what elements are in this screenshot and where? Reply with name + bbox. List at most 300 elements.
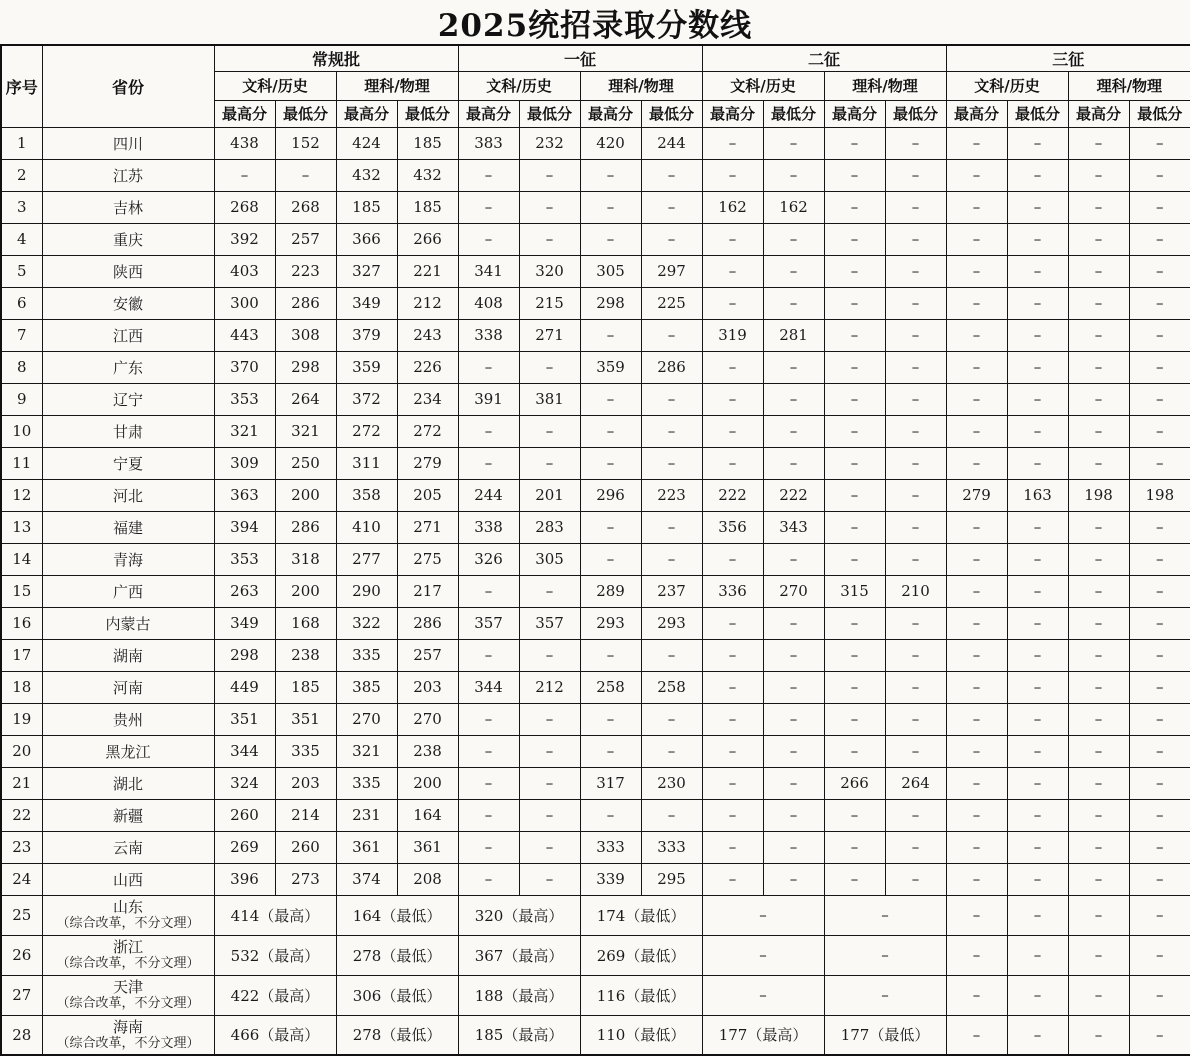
score-cell: – <box>1068 639 1129 671</box>
score-cell: 269 <box>214 831 275 863</box>
score-cell: 271 <box>397 511 458 543</box>
score-cell: 163 <box>1007 479 1068 511</box>
score-cell: 363 <box>214 479 275 511</box>
score-cell: 305 <box>519 543 580 575</box>
score-cell: 308 <box>275 319 336 351</box>
score-cell: – <box>458 735 519 767</box>
province-name: 海南 <box>112 1018 143 1037</box>
score-cell: 234 <box>397 383 458 415</box>
score-cell: 351 <box>214 703 275 735</box>
score-cell: – <box>885 607 946 639</box>
score-cell: 281 <box>763 319 824 351</box>
table-row <box>1 127 1190 159</box>
score-cell: – <box>580 319 641 351</box>
province-cell: 湖南 <box>42 639 214 671</box>
score-cell: 317 <box>580 767 641 799</box>
score-cell: – <box>763 671 824 703</box>
score-cell: – <box>1129 575 1190 607</box>
row-index-cell: 23 <box>1 831 42 863</box>
header-group-second-call: 二征 <box>702 45 946 71</box>
score-cell: 309 <box>214 447 275 479</box>
header-subject-liberal: 文科/历史 <box>458 71 580 100</box>
score-cell: 212 <box>397 287 458 319</box>
score-cell: 272 <box>397 415 458 447</box>
score-cell: – <box>519 351 580 383</box>
score-cell: – <box>763 415 824 447</box>
table-row <box>1 863 1190 895</box>
score-cell: – <box>1068 511 1129 543</box>
score-cell: – <box>946 383 1007 415</box>
score-cell-merged: – <box>702 975 824 1015</box>
score-cell-merged: 188（最高） <box>458 975 580 1015</box>
score-cell: 226 <box>397 351 458 383</box>
score-cell: – <box>763 351 824 383</box>
score-cell: 335 <box>336 639 397 671</box>
score-cell: 200 <box>397 767 458 799</box>
row-index-cell: 27 <box>1 975 42 1015</box>
score-cell: 238 <box>275 639 336 671</box>
header-min-score: 最低分 <box>1007 100 1068 127</box>
score-cell: – <box>946 319 1007 351</box>
score-cell: – <box>580 223 641 255</box>
province-name: 山东 <box>112 898 143 917</box>
score-cell: – <box>763 127 824 159</box>
province-cell: 云南 <box>42 831 214 863</box>
score-cell: 408 <box>458 287 519 319</box>
row-index-cell: 16 <box>1 607 42 639</box>
header-max-score: 最高分 <box>580 100 641 127</box>
score-cell: 336 <box>702 575 763 607</box>
score-cell: – <box>580 191 641 223</box>
score-cell: – <box>824 799 885 831</box>
score-cell: 277 <box>336 543 397 575</box>
score-cell: – <box>885 127 946 159</box>
score-cell-merged: – <box>702 895 824 935</box>
score-cell: – <box>519 639 580 671</box>
score-cell: – <box>580 415 641 447</box>
score-cell: – <box>519 767 580 799</box>
table-row <box>1 735 1190 767</box>
score-cell: – <box>885 447 946 479</box>
score-cell: – <box>1007 1015 1068 1055</box>
score-cell: – <box>946 127 1007 159</box>
score-cell: – <box>946 863 1007 895</box>
score-cell: – <box>702 159 763 191</box>
score-cell: – <box>946 575 1007 607</box>
table-row <box>1 671 1190 703</box>
score-cell: – <box>1068 543 1129 575</box>
row-index-cell: 19 <box>1 703 42 735</box>
score-cell: 335 <box>275 735 336 767</box>
score-cell: – <box>885 511 946 543</box>
province-cell: 广东 <box>42 351 214 383</box>
score-cell: – <box>1129 255 1190 287</box>
score-cell: 432 <box>397 159 458 191</box>
table-row <box>1 703 1190 735</box>
score-cell: – <box>885 319 946 351</box>
score-cell: 217 <box>397 575 458 607</box>
score-cell: – <box>946 191 1007 223</box>
score-cell: 266 <box>397 223 458 255</box>
score-cell: 403 <box>214 255 275 287</box>
score-cell-merged: 177（最高） <box>702 1015 824 1055</box>
score-cell: – <box>824 191 885 223</box>
score-cell: – <box>1129 543 1190 575</box>
header-min-score: 最低分 <box>397 100 458 127</box>
score-cell: – <box>946 703 1007 735</box>
score-cell: – <box>946 415 1007 447</box>
row-index-cell: 12 <box>1 479 42 511</box>
score-cell: 152 <box>275 127 336 159</box>
score-cell: – <box>763 255 824 287</box>
score-cell: – <box>1129 223 1190 255</box>
score-cell: – <box>824 543 885 575</box>
score-cell: 222 <box>702 479 763 511</box>
score-cell: – <box>580 799 641 831</box>
row-index-cell: 22 <box>1 799 42 831</box>
score-cell: 333 <box>580 831 641 863</box>
row-index-cell: 1 <box>1 127 42 159</box>
score-cell: – <box>702 735 763 767</box>
score-cell: – <box>1068 895 1129 935</box>
score-cell: – <box>1129 895 1190 935</box>
score-cell: 198 <box>1068 479 1129 511</box>
score-cell: – <box>946 543 1007 575</box>
score-cell: 185 <box>336 191 397 223</box>
score-cell: – <box>885 863 946 895</box>
score-cell: – <box>824 383 885 415</box>
score-cell: 320 <box>519 255 580 287</box>
score-cell: – <box>458 351 519 383</box>
score-cell: – <box>1007 255 1068 287</box>
score-cell: 322 <box>336 607 397 639</box>
score-cell: – <box>702 703 763 735</box>
score-cell-merged: 278（最低） <box>336 1015 458 1055</box>
province-cell: 内蒙古 <box>42 607 214 639</box>
score-cell: – <box>641 511 702 543</box>
score-cell: – <box>763 159 824 191</box>
score-cell: 250 <box>275 447 336 479</box>
score-cell: – <box>824 351 885 383</box>
score-cell: 319 <box>702 319 763 351</box>
row-index-cell: 7 <box>1 319 42 351</box>
score-cell: – <box>702 639 763 671</box>
province-cell: 湖北 <box>42 767 214 799</box>
score-cell: – <box>763 287 824 319</box>
score-cell: 203 <box>275 767 336 799</box>
score-cell: 385 <box>336 671 397 703</box>
score-cell: – <box>763 767 824 799</box>
score-cell: 260 <box>214 799 275 831</box>
score-cell: – <box>1129 159 1190 191</box>
score-cell: 244 <box>641 127 702 159</box>
score-cell: – <box>1068 223 1129 255</box>
score-cell: – <box>1068 735 1129 767</box>
score-cell: – <box>702 799 763 831</box>
score-cell: – <box>885 735 946 767</box>
score-cell: – <box>1129 319 1190 351</box>
table-row <box>1 351 1190 383</box>
score-cell: – <box>1007 935 1068 975</box>
header-max-score: 最高分 <box>946 100 1007 127</box>
score-cell: 300 <box>214 287 275 319</box>
table-header-groups <box>1 45 1190 71</box>
score-cell: 449 <box>214 671 275 703</box>
score-cell: – <box>1068 415 1129 447</box>
score-cell: – <box>946 351 1007 383</box>
score-cell: – <box>641 383 702 415</box>
score-cell: – <box>763 799 824 831</box>
province-cell: 福建 <box>42 511 214 543</box>
score-cell: – <box>1007 671 1068 703</box>
score-cell: 275 <box>397 543 458 575</box>
score-cell: 343 <box>763 511 824 543</box>
score-cell: – <box>1129 447 1190 479</box>
score-cell: – <box>885 671 946 703</box>
score-cell: – <box>519 703 580 735</box>
row-index-cell: 20 <box>1 735 42 767</box>
score-cell: – <box>702 383 763 415</box>
score-cell: 215 <box>519 287 580 319</box>
province-cell: 吉林 <box>42 191 214 223</box>
score-cell: – <box>824 863 885 895</box>
score-cell: – <box>458 415 519 447</box>
score-cell: – <box>580 639 641 671</box>
header-subject-science: 理科/物理 <box>336 71 458 100</box>
score-cell: – <box>824 671 885 703</box>
score-cell: – <box>458 159 519 191</box>
header-min-score: 最低分 <box>641 100 702 127</box>
score-cell: – <box>458 863 519 895</box>
score-cell: – <box>641 319 702 351</box>
score-cell: 223 <box>641 479 702 511</box>
score-cell: – <box>946 799 1007 831</box>
score-cell: 286 <box>275 511 336 543</box>
score-cell: 230 <box>641 767 702 799</box>
score-cell: 270 <box>763 575 824 607</box>
score-cell: 341 <box>458 255 519 287</box>
score-cell: 351 <box>275 703 336 735</box>
province-cell: 陕西 <box>42 255 214 287</box>
score-cell: – <box>1007 863 1068 895</box>
score-cell: – <box>824 447 885 479</box>
score-cell: – <box>824 703 885 735</box>
score-cell: 225 <box>641 287 702 319</box>
score-cell: – <box>1007 543 1068 575</box>
score-cell: 318 <box>275 543 336 575</box>
table-row <box>1 255 1190 287</box>
score-cell: – <box>763 831 824 863</box>
score-cell: – <box>1068 351 1129 383</box>
province-name: 浙江 <box>112 938 143 957</box>
score-cell-merged: 306（最低） <box>336 975 458 1015</box>
score-cell: – <box>1007 447 1068 479</box>
score-cell: – <box>702 447 763 479</box>
score-cell: – <box>1068 975 1129 1015</box>
score-cell: 231 <box>336 799 397 831</box>
table-row <box>1 319 1190 351</box>
score-cell: 296 <box>580 479 641 511</box>
score-cell: – <box>1068 607 1129 639</box>
header-max-score: 最高分 <box>336 100 397 127</box>
score-cell: – <box>1007 895 1068 935</box>
table-row <box>1 543 1190 575</box>
header-subject-liberal: 文科/历史 <box>214 71 336 100</box>
score-cell: – <box>1129 863 1190 895</box>
score-cell: 201 <box>519 479 580 511</box>
score-cell: – <box>885 351 946 383</box>
score-cell-merged: – <box>702 935 824 975</box>
score-cell: – <box>641 735 702 767</box>
score-cell: – <box>824 511 885 543</box>
province-cell: 黑龙江 <box>42 735 214 767</box>
score-cell: 289 <box>580 575 641 607</box>
score-cell: – <box>885 383 946 415</box>
score-cell: 370 <box>214 351 275 383</box>
page-title: 2025统招录取分数线 <box>437 7 753 44</box>
score-cell: – <box>824 831 885 863</box>
score-cell-merged: – <box>824 935 946 975</box>
row-index-cell: 4 <box>1 223 42 255</box>
score-cell: 270 <box>336 703 397 735</box>
score-cell: – <box>946 223 1007 255</box>
score-cell: 185 <box>275 671 336 703</box>
header-max-score: 最高分 <box>214 100 275 127</box>
score-cell: 339 <box>580 863 641 895</box>
score-cell: – <box>1068 671 1129 703</box>
score-cell: 200 <box>275 479 336 511</box>
score-cell: 357 <box>519 607 580 639</box>
score-cell: – <box>1007 191 1068 223</box>
score-cell: – <box>1068 127 1129 159</box>
score-cell: – <box>824 735 885 767</box>
score-cell: – <box>641 159 702 191</box>
score-cell: 358 <box>336 479 397 511</box>
score-cell: – <box>1129 671 1190 703</box>
score-cell: – <box>702 127 763 159</box>
score-cell: 272 <box>336 415 397 447</box>
score-cell: – <box>946 639 1007 671</box>
score-cell: 335 <box>336 767 397 799</box>
score-cell: – <box>1007 639 1068 671</box>
row-index-cell: 24 <box>1 863 42 895</box>
score-cell: 162 <box>763 191 824 223</box>
header-min-score: 最低分 <box>885 100 946 127</box>
score-cell: 372 <box>336 383 397 415</box>
score-cell-merged: 414（最高） <box>214 895 336 935</box>
score-cell: – <box>763 543 824 575</box>
table-row <box>1 287 1190 319</box>
score-cell: – <box>824 607 885 639</box>
province-cell <box>42 1015 214 1055</box>
score-cell: – <box>946 287 1007 319</box>
score-cell: 344 <box>458 671 519 703</box>
score-cell-merged: – <box>824 975 946 1015</box>
score-cell: 396 <box>214 863 275 895</box>
score-cell: – <box>1007 575 1068 607</box>
score-cell: – <box>1068 799 1129 831</box>
score-cell-merged: 177（最低） <box>824 1015 946 1055</box>
score-cell: 258 <box>641 671 702 703</box>
score-cell: 258 <box>580 671 641 703</box>
score-cell: – <box>519 159 580 191</box>
score-cell: 257 <box>275 223 336 255</box>
table-row <box>1 511 1190 543</box>
score-cell: 298 <box>275 351 336 383</box>
score-cell: – <box>763 703 824 735</box>
score-cell: 344 <box>214 735 275 767</box>
score-cell: – <box>763 383 824 415</box>
row-index-cell: 14 <box>1 543 42 575</box>
header-subject-liberal: 文科/历史 <box>702 71 824 100</box>
table-row-merged <box>1 975 1190 1015</box>
score-cell: – <box>1129 383 1190 415</box>
score-cell: 383 <box>458 127 519 159</box>
score-cell: – <box>824 127 885 159</box>
score-cell: – <box>702 671 763 703</box>
score-cell: – <box>1007 703 1068 735</box>
score-cell: 266 <box>824 767 885 799</box>
score-cell: 311 <box>336 447 397 479</box>
row-index-cell: 10 <box>1 415 42 447</box>
header-subject-science: 理科/物理 <box>580 71 702 100</box>
score-cell-merged: 110（最低） <box>580 1015 702 1055</box>
row-index-cell: 18 <box>1 671 42 703</box>
score-cell: 279 <box>397 447 458 479</box>
score-cell: – <box>1129 287 1190 319</box>
score-cell: 424 <box>336 127 397 159</box>
score-cell: – <box>1007 511 1068 543</box>
score-cell: 271 <box>519 319 580 351</box>
score-cell: – <box>1007 975 1068 1015</box>
row-index-cell: 21 <box>1 767 42 799</box>
score-cell: – <box>824 287 885 319</box>
row-index-cell: 17 <box>1 639 42 671</box>
score-cell: – <box>824 639 885 671</box>
score-cell: – <box>641 799 702 831</box>
score-cell: 268 <box>275 191 336 223</box>
province-cell: 江苏 <box>42 159 214 191</box>
score-cell: 222 <box>763 479 824 511</box>
score-cell: 391 <box>458 383 519 415</box>
score-cell: – <box>519 447 580 479</box>
score-cell: – <box>1129 607 1190 639</box>
score-cell: 268 <box>214 191 275 223</box>
row-index-cell: 26 <box>1 935 42 975</box>
row-index-cell: 28 <box>1 1015 42 1055</box>
table-row <box>1 159 1190 191</box>
province-name: 天津 <box>112 978 143 997</box>
score-cell: – <box>641 447 702 479</box>
score-cell: 381 <box>519 383 580 415</box>
score-cell: – <box>824 223 885 255</box>
header-no: 序号 <box>1 45 42 127</box>
score-cell: – <box>1007 383 1068 415</box>
province-cell <box>42 935 214 975</box>
score-cell: 297 <box>641 255 702 287</box>
score-cell: 324 <box>214 767 275 799</box>
header-max-score: 最高分 <box>1068 100 1129 127</box>
header-min-score: 最低分 <box>1129 100 1190 127</box>
score-cell: 353 <box>214 383 275 415</box>
row-index-cell: 6 <box>1 287 42 319</box>
score-cell: 443 <box>214 319 275 351</box>
table-body <box>1 127 1190 1055</box>
score-cell: – <box>1068 287 1129 319</box>
score-cell: – <box>580 543 641 575</box>
score-cell: 244 <box>458 479 519 511</box>
score-cell: 221 <box>397 255 458 287</box>
